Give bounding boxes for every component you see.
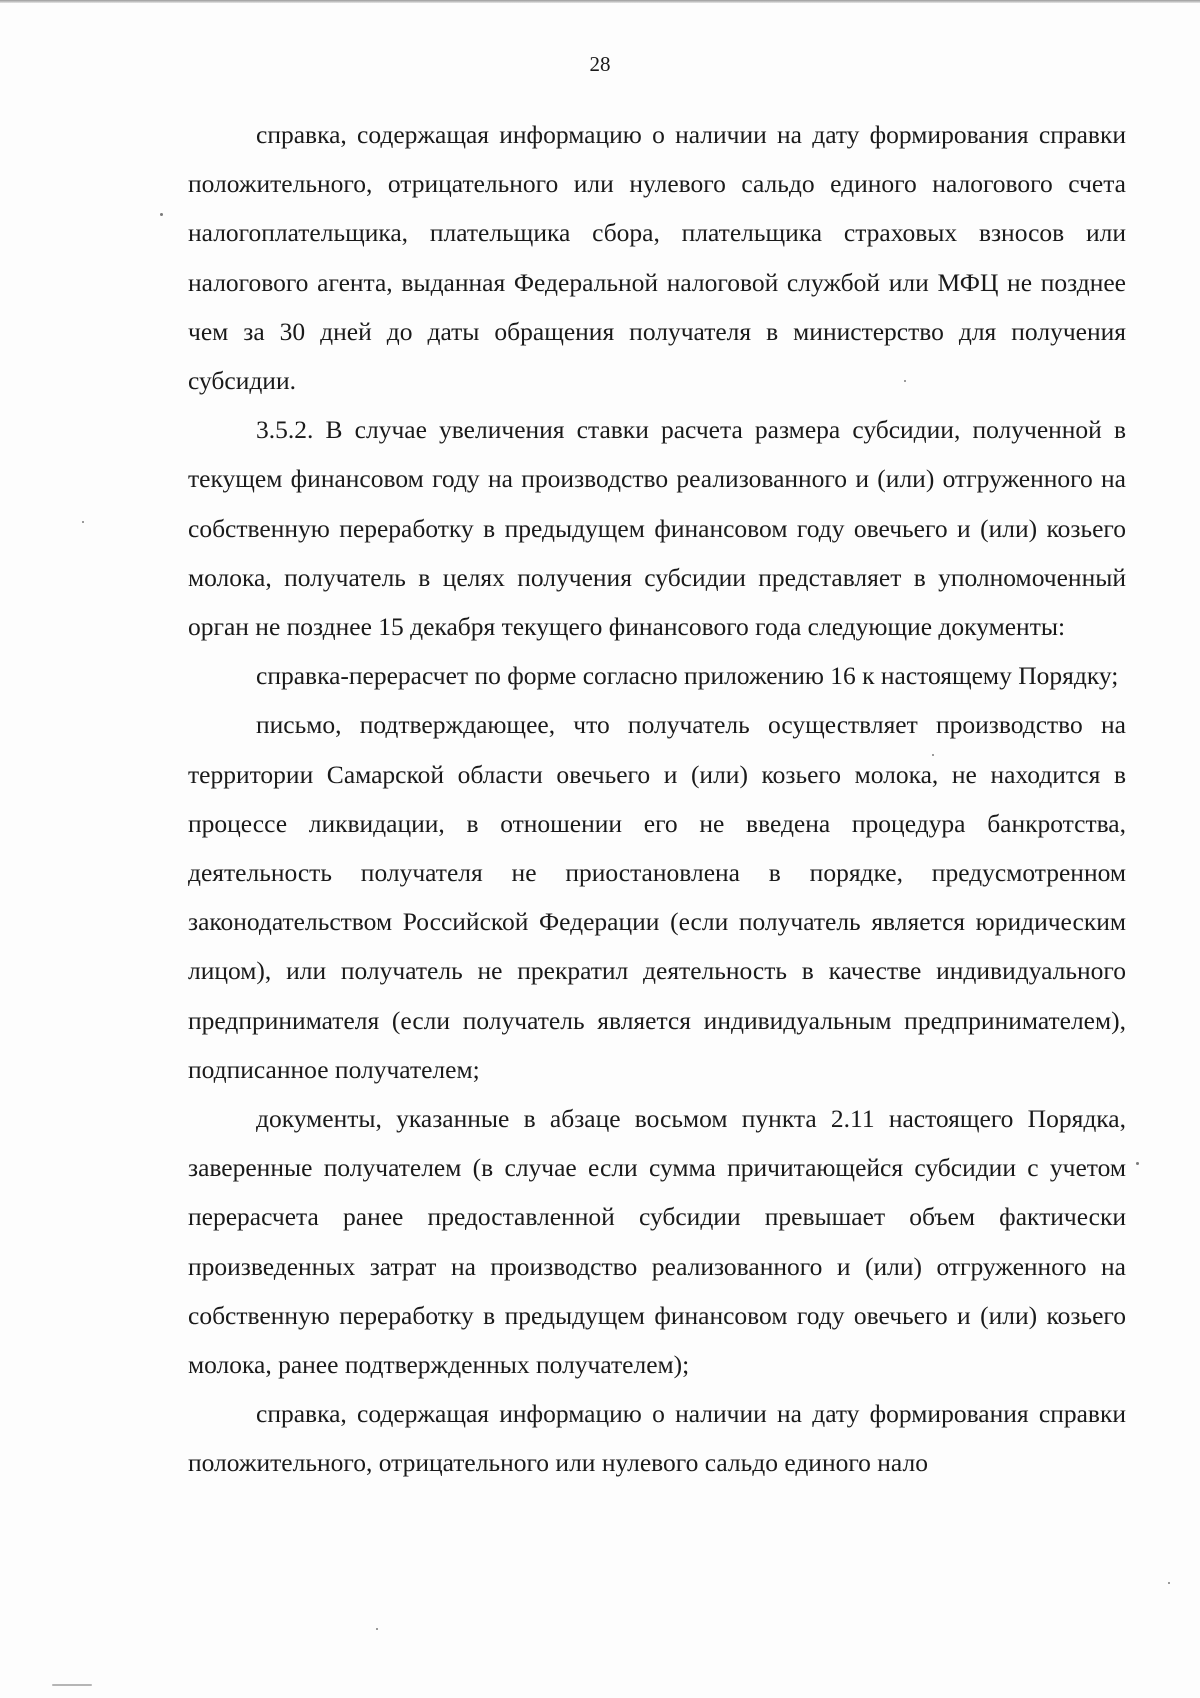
paragraph-confirmation-letter: письмо, подтверждающее, что получатель осуществляет производство на территории Самарской области овечьего и (или) козьего молока, не находится в процессе ликвидации, в отношении его не введена процедура банкротства, деятельность получателя не приостановлена в порядке, предусмотренном законодательством Российской Федерации (если получатель является юридическим лицом), или получатель не прекратил деятельность в качестве индивидуального предпринимателя (если получатель является индивидуальным предпринимателем), подписанное получателем; <box>188 710 1126 1084</box>
paragraph-3-5-2: 3.5.2. В случае увеличения ставки расчета размера субсидии, полученной в текущем финансовом году на производство реализованного и (или) отгруженного на собственную переработку в предыдущем финансовом году овечьего и (или) козьего молока, получатель в целях получения субсидии представляет в уполномоченный орган не позднее 15 декабря текущего финансового года следующие документы: <box>188 415 1126 642</box>
scan-speck <box>904 380 906 382</box>
scan-speck <box>1168 1582 1170 1584</box>
paragraph-tax-certificate: справка, содержащая информацию о наличии на дату формирования справки положительного, отрицательного или нулевого сальдо единого налогового счета налогоплательщика, плательщика сбора, плательщика страховых взносов или налогового агента, выданная Федеральной налоговой службой или МФЦ не позднее чем за 30 дней до даты обращения получателя в министерство для получения субсидии. <box>188 120 1126 396</box>
page-number: 28 <box>589 52 611 76</box>
paragraph-recalculation-certificate: справка-перерасчет по форме согласно приложению 16 к настоящему Порядку; <box>256 661 1119 691</box>
scan-speck <box>1136 1162 1139 1165</box>
scan-top-edge <box>0 0 1200 3</box>
paragraph-tax-certificate-continued: справка, содержащая информацию о наличии на дату формирования справки положительного, отрицательного или нулевого сальдо единого нало <box>188 1399 1126 1478</box>
document-body <box>188 110 1126 1488</box>
scan-speck <box>160 213 163 216</box>
scan-speck <box>82 521 84 523</box>
scan-speck <box>376 1628 378 1630</box>
scan-speck <box>52 1684 92 1686</box>
scan-speck <box>932 754 934 756</box>
paragraph-documents-clause: документы, указанные в абзаце восьмом пункта 2.11 настоящего Порядка, заверенные получателем (в случае если сумма причитающейся субсидии с учетом перерасчета ранее предоставленной субсидии превышает объем фактически произведенных затрат на производство реализованного и (или) отгруженного на собственную переработку в предыдущем финансовом году овечьего и (или) козьего молока, ранее подтвержденных получателем); <box>188 1104 1126 1380</box>
